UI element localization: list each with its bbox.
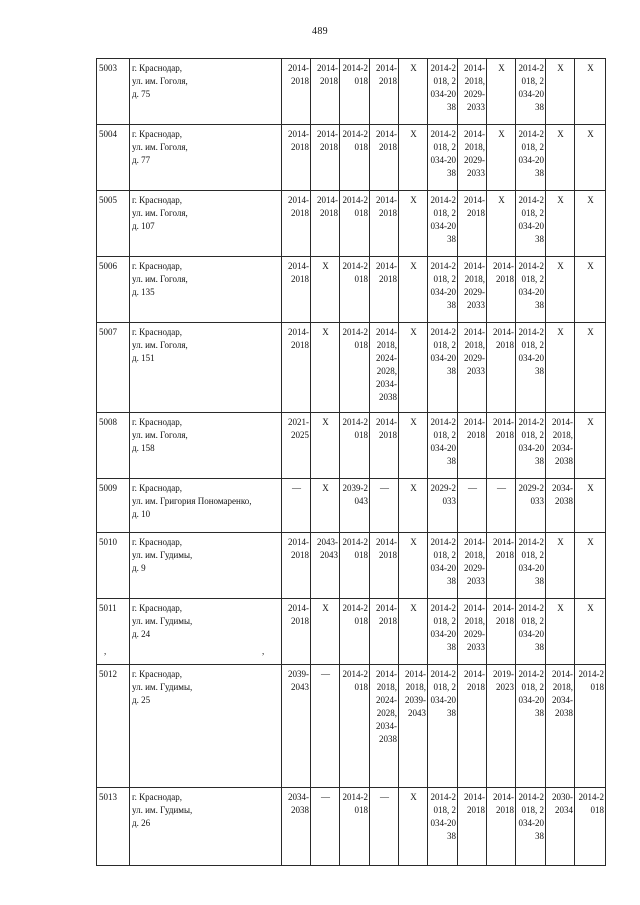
- address-cell: [130, 323, 282, 413]
- page-number: 489: [312, 26, 328, 37]
- term-cell: 2014-2018, 2034-2038: [546, 665, 575, 788]
- term-cell: Х: [546, 191, 575, 257]
- term-cell: 2014-2018: [487, 323, 516, 413]
- term-cell: —: [311, 788, 340, 866]
- table-row: [97, 125, 606, 191]
- address-line: г. Краснодар,: [132, 129, 183, 139]
- address-line: д. 107: [132, 221, 155, 231]
- term-cell: Х: [311, 479, 340, 533]
- address-cell: [130, 665, 282, 788]
- term-cell: Х: [311, 599, 340, 665]
- term-cell: Х: [575, 323, 606, 413]
- address-line: ул. им. Гудимы,: [132, 682, 193, 692]
- row-number: 5008: [97, 413, 130, 479]
- address-line: д. 151: [132, 353, 155, 363]
- term-cell: 2014-2018: [311, 191, 340, 257]
- address-cell: [130, 479, 282, 533]
- table-row: [97, 479, 606, 533]
- row-number: 5005: [97, 191, 130, 257]
- address-line: г. Краснодар,: [132, 63, 183, 73]
- term-cell: Х: [546, 533, 575, 599]
- term-cell: Х: [399, 413, 428, 479]
- term-cell: Х: [575, 125, 606, 191]
- term-cell: Х: [399, 257, 428, 323]
- term-cell: 2014-2018: [282, 125, 311, 191]
- term-cell: Х: [311, 413, 340, 479]
- term-cell: 2014-2018, 2034-2038: [516, 257, 546, 323]
- address-line: ул. им. Гоголя,: [132, 340, 188, 350]
- term-cell: 2014-2018: [311, 125, 340, 191]
- term-cell: —: [487, 479, 516, 533]
- term-cell: 2014-2018: [370, 599, 399, 665]
- term-cell: 2014-2018, 2034-2038: [516, 191, 546, 257]
- term-cell: 2014-2018, 2034-2038: [516, 665, 546, 788]
- term-cell: Х: [575, 413, 606, 479]
- table-row: [97, 59, 606, 125]
- term-cell: 2014-2018: [487, 413, 516, 479]
- term-cell: 2014-2018, 2034-2038: [516, 323, 546, 413]
- term-cell: 2014-2018: [458, 191, 487, 257]
- address-line: г. Краснодар,: [132, 603, 183, 613]
- row-number: 5007: [97, 323, 130, 413]
- term-cell: 2014-2018: [340, 191, 370, 257]
- address-line: ул. им. Гудимы,: [132, 805, 193, 815]
- term-cell: 2014-2018: [340, 59, 370, 125]
- term-cell: Х: [575, 257, 606, 323]
- term-cell: 2014-2018, 2024-2028, 2034-2038: [370, 323, 399, 413]
- address-cell: [130, 533, 282, 599]
- term-cell: 2014-2018, 2034-2038: [516, 599, 546, 665]
- term-cell: 2014-2018, 2034-2038: [516, 533, 546, 599]
- term-cell: 2014-2018: [370, 257, 399, 323]
- term-cell: —: [282, 479, 311, 533]
- term-cell: Х: [399, 599, 428, 665]
- row-number: 5003: [97, 59, 130, 125]
- table-row: [97, 257, 606, 323]
- term-cell: 2014-2018, 2034-2038: [516, 413, 546, 479]
- term-cell: 2014-2018: [340, 599, 370, 665]
- term-cell: —: [458, 479, 487, 533]
- term-cell: 2014-2018: [340, 665, 370, 788]
- term-cell: 2014-2018: [340, 413, 370, 479]
- term-cell: 2014-2018, 2034-2038: [428, 323, 458, 413]
- row-number: 5010: [97, 533, 130, 599]
- address-line: г. Краснодар,: [132, 669, 183, 679]
- address-cell: [130, 257, 282, 323]
- term-cell: 2019-2023: [487, 665, 516, 788]
- term-cell: Х: [546, 59, 575, 125]
- term-cell: Х: [399, 533, 428, 599]
- address-cell: [130, 599, 282, 665]
- address-cell: [130, 125, 282, 191]
- address-line: д. 10: [132, 509, 151, 519]
- term-cell: 2029-2033: [516, 479, 546, 533]
- address-line: г. Краснодар,: [132, 483, 183, 493]
- row-number: 5004: [97, 125, 130, 191]
- row-number: 5012: [97, 665, 130, 788]
- term-cell: 2014-2018: [487, 257, 516, 323]
- term-cell: 2014-2018: [340, 125, 370, 191]
- term-cell: 2014-2018: [370, 413, 399, 479]
- term-cell: 2014-2018, 2034-2038: [516, 59, 546, 125]
- term-cell: 2014-2018: [282, 323, 311, 413]
- term-cell: Х: [546, 323, 575, 413]
- address-line: ул. им. Гудимы,: [132, 550, 193, 560]
- term-cell: 2034-2038: [282, 788, 311, 866]
- term-cell: Х: [399, 191, 428, 257]
- term-cell: 2014-2018: [282, 59, 311, 125]
- term-cell: 2039-2043: [282, 665, 311, 788]
- scan-mark: ,: [104, 646, 107, 656]
- table-row: [97, 191, 606, 257]
- term-cell: Х: [575, 191, 606, 257]
- term-cell: 2014-2018, 2029-2033: [458, 323, 487, 413]
- row-number: 5013: [97, 788, 130, 866]
- address-line: д. 135: [132, 287, 155, 297]
- term-cell: 2014-2018: [340, 788, 370, 866]
- row-number: 5009: [97, 479, 130, 533]
- term-cell: 2014-2018: [340, 257, 370, 323]
- term-cell: 2014-2018, 2034-2038: [428, 533, 458, 599]
- table-row: [97, 665, 606, 788]
- address-line: г. Краснодар,: [132, 417, 183, 427]
- address-line: г. Краснодар,: [132, 792, 183, 802]
- term-cell: Х: [399, 479, 428, 533]
- term-cell: 2014-2018: [370, 533, 399, 599]
- address-line: ул. им. Григория Пономаренко,: [132, 496, 252, 506]
- term-cell: Х: [575, 59, 606, 125]
- address-line: г. Краснодар,: [132, 327, 183, 337]
- table-row: [97, 788, 606, 866]
- address-cell: [130, 59, 282, 125]
- term-cell: 2014-2018: [487, 533, 516, 599]
- term-cell: 2014-2018: [282, 599, 311, 665]
- address-line: г. Краснодар,: [132, 195, 183, 205]
- term-cell: 2014-2018: [340, 323, 370, 413]
- term-cell: Х: [575, 479, 606, 533]
- term-cell: Х: [575, 533, 606, 599]
- term-cell: 2014-2018: [487, 788, 516, 866]
- term-cell: 2014-2018: [575, 788, 606, 866]
- term-cell: —: [311, 665, 340, 788]
- term-cell: Х: [546, 125, 575, 191]
- table-row: [97, 413, 606, 479]
- term-cell: 2014-2018: [370, 125, 399, 191]
- term-cell: 2014-2018, 2029-2033: [458, 533, 487, 599]
- term-cell: Х: [546, 599, 575, 665]
- term-cell: 2014-2018, 2034-2038: [516, 125, 546, 191]
- table-row: [97, 599, 606, 665]
- term-cell: 2014-2018, 2034-2038: [428, 788, 458, 866]
- term-cell: Х: [487, 59, 516, 125]
- term-cell: 2014-2018: [458, 413, 487, 479]
- term-cell: 2029-2033: [428, 479, 458, 533]
- housing-register-table: [96, 58, 606, 866]
- term-cell: 2021-2025: [282, 413, 311, 479]
- term-cell: 2014-2018, 2029-2033: [458, 59, 487, 125]
- address-line: г. Краснодар,: [132, 537, 183, 547]
- term-cell: Х: [399, 323, 428, 413]
- address-line: д. 77: [132, 155, 151, 165]
- term-cell: 2014-2018, 2034-2038: [516, 788, 546, 866]
- term-cell: 2014-2018: [282, 257, 311, 323]
- term-cell: Х: [546, 257, 575, 323]
- address-line: д. 75: [132, 89, 151, 99]
- address-line: ул. им. Гоголя,: [132, 208, 188, 218]
- address-line: ул. им. Гоголя,: [132, 274, 188, 284]
- term-cell: 2014-2018, 2034-2038: [428, 59, 458, 125]
- table-row: [97, 533, 606, 599]
- term-cell: Х: [311, 323, 340, 413]
- term-cell: 2014-2018: [575, 665, 606, 788]
- term-cell: Х: [487, 125, 516, 191]
- address-line: д. 158: [132, 443, 155, 453]
- address-line: ул. им. Гоголя,: [132, 76, 188, 86]
- term-cell: 2014-2018: [282, 533, 311, 599]
- term-cell: 2014-2018: [487, 599, 516, 665]
- address-cell: [130, 788, 282, 866]
- address-line: д. 24: [132, 629, 151, 639]
- row-number: 5011: [97, 599, 130, 665]
- term-cell: Х: [487, 191, 516, 257]
- term-cell: 2014-2018: [282, 191, 311, 257]
- table-row: [97, 323, 606, 413]
- scan-mark: ,: [262, 646, 265, 656]
- term-cell: Х: [311, 257, 340, 323]
- address-line: д. 25: [132, 695, 151, 705]
- term-cell: 2014-2018, 2029-2033: [458, 599, 487, 665]
- term-cell: 2030-2034: [546, 788, 575, 866]
- term-cell: 2014-2018: [458, 665, 487, 788]
- term-cell: 2014-2018: [458, 788, 487, 866]
- term-cell: 2034-2038: [546, 479, 575, 533]
- address-line: г. Краснодар,: [132, 261, 183, 271]
- term-cell: 2014-2018, 2034-2038: [546, 413, 575, 479]
- term-cell: 2014-2018: [370, 59, 399, 125]
- address-line: ул. им. Гудимы,: [132, 616, 193, 626]
- term-cell: Х: [575, 599, 606, 665]
- term-cell: 2014-2018, 2034-2038: [428, 125, 458, 191]
- term-cell: Х: [399, 788, 428, 866]
- term-cell: Х: [399, 59, 428, 125]
- term-cell: 2014-2018, 2029-2033: [458, 125, 487, 191]
- term-cell: 2014-2018, 2034-2038: [428, 599, 458, 665]
- term-cell: —: [370, 479, 399, 533]
- address-line: д. 26: [132, 818, 151, 828]
- term-cell: —: [370, 788, 399, 866]
- term-cell: 2014-2018: [370, 191, 399, 257]
- term-cell: 2014-2018, 2039-2043: [399, 665, 428, 788]
- address-line: ул. им. Гоголя,: [132, 142, 188, 152]
- address-cell: [130, 413, 282, 479]
- term-cell: 2014-2018, 2034-2038: [428, 665, 458, 788]
- term-cell: 2014-2018, 2034-2038: [428, 191, 458, 257]
- term-cell: 2014-2018, 2034-2038: [428, 413, 458, 479]
- term-cell: 2014-2018: [311, 59, 340, 125]
- term-cell: 2014-2018, 2024-2028, 2034-2038: [370, 665, 399, 788]
- term-cell: 2039-2043: [340, 479, 370, 533]
- term-cell: 2014-2018: [340, 533, 370, 599]
- term-cell: Х: [399, 125, 428, 191]
- address-cell: [130, 191, 282, 257]
- term-cell: 2014-2018, 2029-2033: [458, 257, 487, 323]
- term-cell: 2014-2018, 2034-2038: [428, 257, 458, 323]
- row-number: 5006: [97, 257, 130, 323]
- address-line: д. 9: [132, 563, 146, 573]
- address-line: ул. им. Гоголя,: [132, 430, 188, 440]
- term-cell: 2043-2043: [311, 533, 340, 599]
